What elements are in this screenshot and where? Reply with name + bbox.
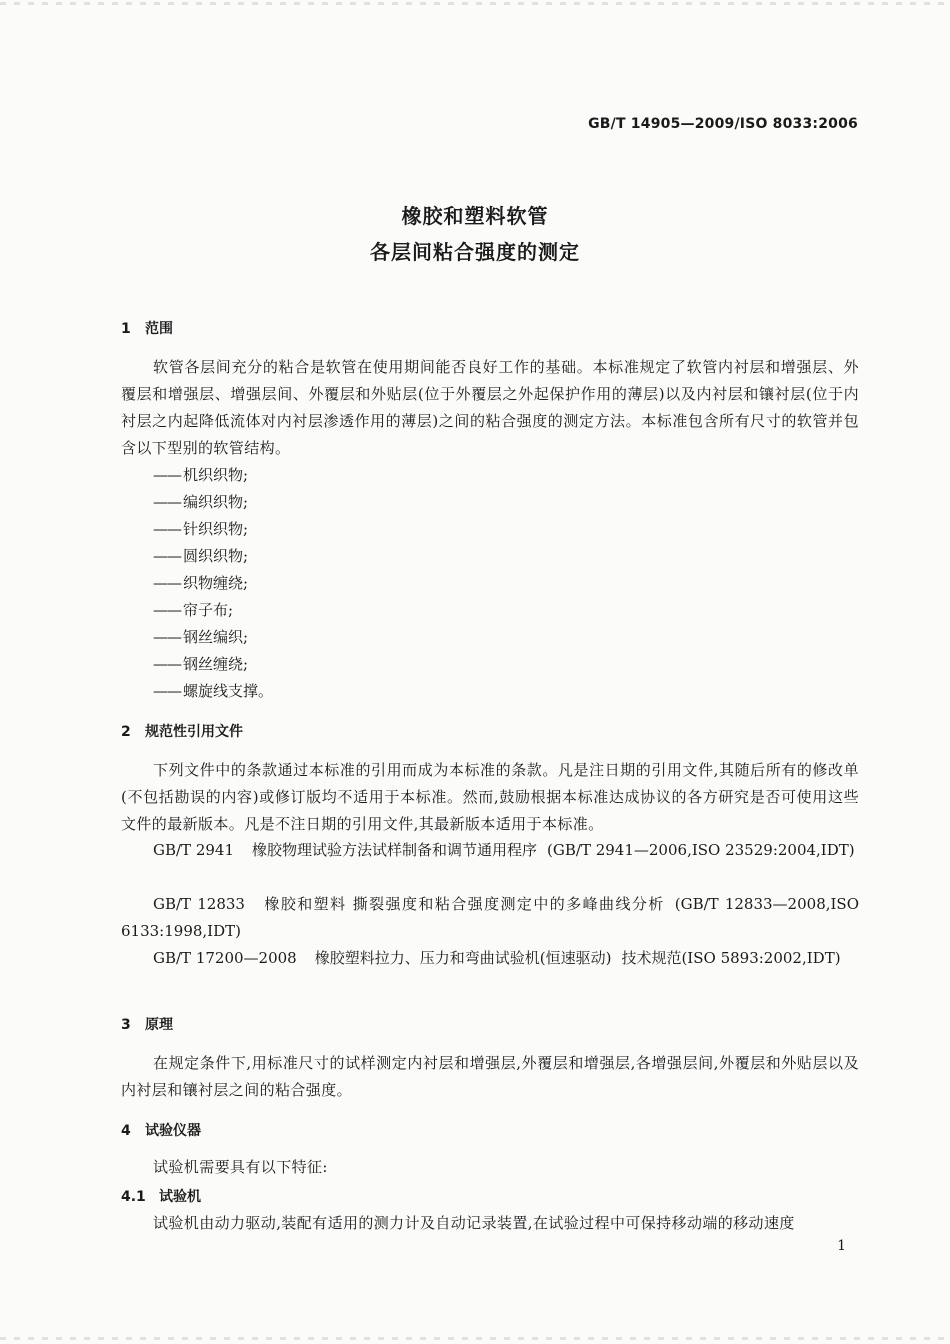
section-number: 3 [121, 1017, 131, 1033]
section-2-paragraph: 下列文件中的条款通过本标准的引用而成为本标准的条款。凡是注日期的引用文件,其随后所有的修改单(不包括勘误的内容)或修订版均不适用于本标准。然而,鼓励根据本标准达成协议的各方研究是否可使用这些文件的最新版本。凡是不注日期的引用文件,其最新版本适用于本标准。 [121, 761, 859, 833]
section-1-paragraph: 软管各层间充分的粘合是软管在使用期间能否良好工作的基础。本标准规定了软管内衬层和增强层、外覆层和增强层、增强层间、外覆层和外贴层(位于外覆层之外起保护作用的薄层)以及内衬层和镶衬层(位于内衬层之内起降低流体对内衬层渗透作用的薄层)之间的粘合强度的测定方法。本标准包含所有尺寸的软管并包含以下型别的软管结构。 [121, 358, 859, 457]
document-title-line1: 橡胶和塑料软管 [401, 204, 549, 228]
list-item: —— 织物缠绕; [153, 570, 273, 597]
list-item: —— 帘子布; [153, 597, 273, 624]
section-4-1-heading [121, 1186, 201, 1206]
reference-detail: (GB/T 2941—2006,ISO 23529:2004,IDT) [547, 841, 855, 859]
reference-detail: (GB/T 12833—2008,ISO 6133:1998,IDT) [121, 895, 859, 940]
list-item: —— 钢丝编织; [153, 624, 273, 651]
section-4-paragraph: 试验机需要具有以下特征: [153, 1158, 328, 1176]
reference-name: 橡胶物理试验方法试样制备和调节通用程序 [252, 841, 538, 859]
normative-reference [121, 945, 859, 972]
section-1-heading [121, 318, 173, 338]
list-item: —— 圆织织物; [153, 543, 273, 570]
reference-code: GB/T 2941 [153, 841, 235, 859]
reference-name: 橡胶和塑料 撕裂强度和粘合强度测定中的多峰曲线分析 [262, 895, 665, 913]
reference-name: 橡胶塑料拉力、压力和弯曲试验机(恒速驱动) [314, 949, 612, 967]
reference-code: GB/T 12833 [153, 895, 245, 913]
reference-code: GB/T 17200—2008 [153, 949, 297, 967]
section-4-1-paragraph: 试验机由动力驱动,装配有适用的测力计及自动记录装置,在试验过程中可保持移动端的移动速度 [153, 1214, 795, 1232]
list-item: —— 螺旋线支撑。 [153, 678, 273, 705]
normative-reference [121, 891, 859, 945]
scan-edge-top [0, 2, 950, 5]
section-title: 试验机 [159, 1189, 201, 1205]
list-item: —— 钢丝缠绕; [153, 651, 273, 678]
section-number: 4 [121, 1123, 131, 1139]
standard-code: GB/T 14905—2009/ISO 8033:2006 [588, 116, 858, 132]
list-item: —— 编织织物; [153, 489, 273, 516]
document-title-line2: 各层间粘合强度的测定 [370, 240, 580, 264]
section-3-heading [121, 1014, 173, 1034]
list-item: —— 针织织物; [153, 516, 273, 543]
section-number: 4.1 [121, 1189, 146, 1205]
scan-edge-bottom [0, 1337, 950, 1340]
section-title: 规范性引用文件 [145, 724, 243, 740]
section-title: 试验仪器 [145, 1123, 201, 1139]
list-item: —— 机织织物; [153, 462, 273, 489]
section-number: 1 [121, 321, 131, 337]
section-2-heading [121, 721, 243, 741]
normative-reference [121, 837, 859, 864]
hose-structure-list [153, 462, 273, 705]
section-title: 范围 [145, 321, 173, 337]
section-3-paragraph: 在规定条件下,用标准尺寸的试样测定内衬层和增强层,外覆层和增强层,各增强层间,外覆层和外贴层以及内衬层和镶衬层之间的粘合强度。 [121, 1054, 859, 1099]
reference-detail: 技术规范(ISO 5893:2002,IDT) [621, 949, 841, 967]
section-title: 原理 [145, 1017, 173, 1033]
section-number: 2 [121, 724, 131, 740]
page-number: 1 [837, 1238, 846, 1254]
section-4-heading [121, 1120, 201, 1140]
